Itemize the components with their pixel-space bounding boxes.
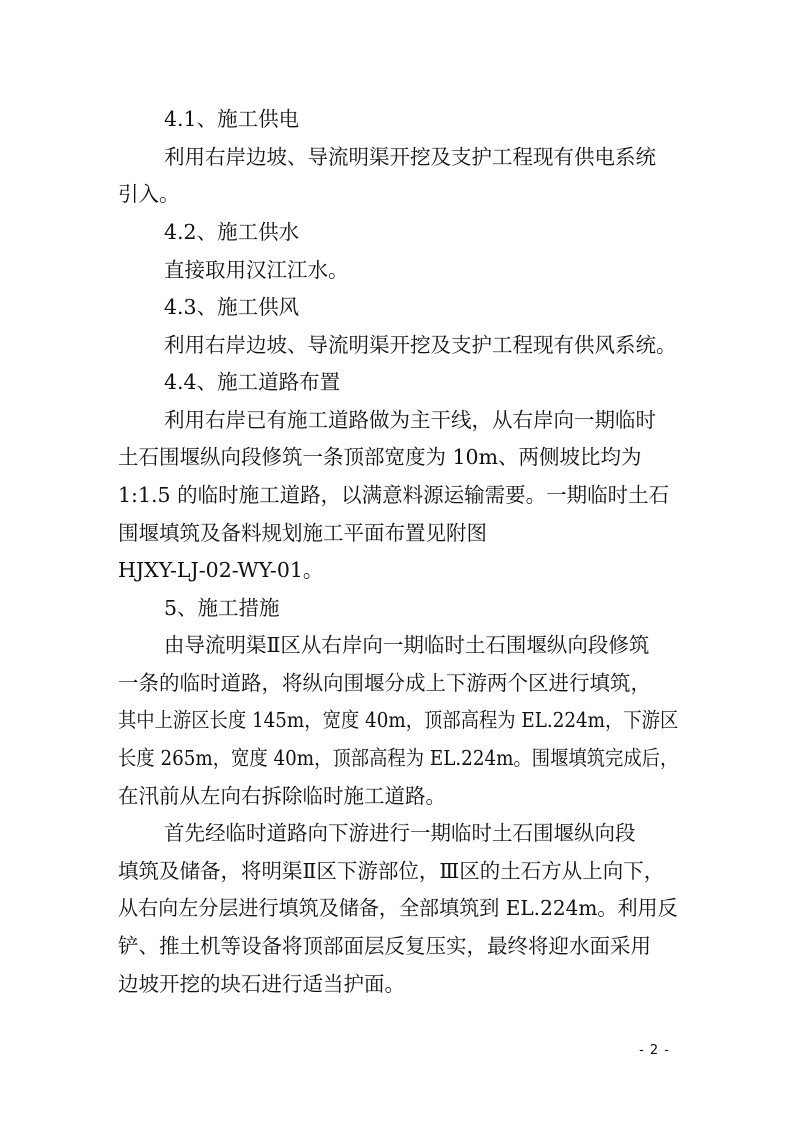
paragraph-line: 从右向左分层进行填筑及储备，全部填筑到 EL.224m。利用反 [118, 896, 678, 920]
paragraph-line: 土石围堰纵向段修筑一条顶部宽度为 10m、两侧坡比均为 [118, 445, 642, 469]
paragraph-line: 边坡开挖的块石进行适当护面。 [118, 972, 405, 996]
paragraph-line: 直接取用汉江江水。 [164, 258, 349, 282]
paragraph-line: 引入。 [118, 182, 180, 206]
page-number: - 2 - [639, 1043, 670, 1058]
paragraph-line: 长度 265m，宽度 40m，顶部高程为 EL.224m。围堰填筑完成后， [118, 746, 679, 770]
paragraph-line: 铲、推土机等设备将顶部面层反复压实，最终将迎水面采用 [118, 934, 651, 958]
paragraph-line: 填筑及储备，将明渠Ⅱ区下游部位，Ⅲ区的土石方从上向下， [118, 859, 665, 883]
section-heading-4-3: 4.3、施工供风 [164, 295, 300, 319]
section-heading-4-1: 4.1、施工供电 [164, 107, 300, 131]
paragraph-line: 利用右岸已有施工道路做为主干线，从右岸向一期临时 [164, 408, 656, 432]
paragraph-line: 利用右岸边坡、导流明渠开挖及支护工程现有供电系统 [164, 145, 656, 169]
paragraph-line: 由导流明渠Ⅱ区从右岸向一期临时土石围堰纵向段修筑 [164, 633, 650, 657]
paragraph-line: 一条的临时道路，将纵向围堰分成上下游两个区进行填筑， [118, 671, 651, 695]
section-heading-4-4: 4.4、施工道路布置 [164, 370, 341, 394]
section-heading-5: 5、施工措施 [164, 596, 280, 620]
paragraph-line: 围堰填筑及备料规划施工平面布置见附图 [118, 521, 487, 545]
paragraph-line: 其中上游区长度 145m，宽度 40m，顶部高程为 EL.224m，下游区 [118, 708, 679, 732]
paragraph-line: 1:1.5 的临时施工道路，以满意料源运输需要。一期临时土石 [118, 483, 670, 507]
paragraph-line: 在汛前从左向右拆除临时施工道路。 [118, 784, 446, 808]
paragraph-line: 首先经临时道路向下游进行一期临时土石围堰纵向段 [164, 821, 636, 845]
section-heading-4-2: 4.2、施工供水 [164, 220, 300, 244]
paragraph-line: 利用右岸边坡、导流明渠开挖及支护工程现有供风系统。 [164, 333, 677, 357]
drawing-reference: HJXY-LJ-02-WY-01。 [118, 558, 324, 582]
